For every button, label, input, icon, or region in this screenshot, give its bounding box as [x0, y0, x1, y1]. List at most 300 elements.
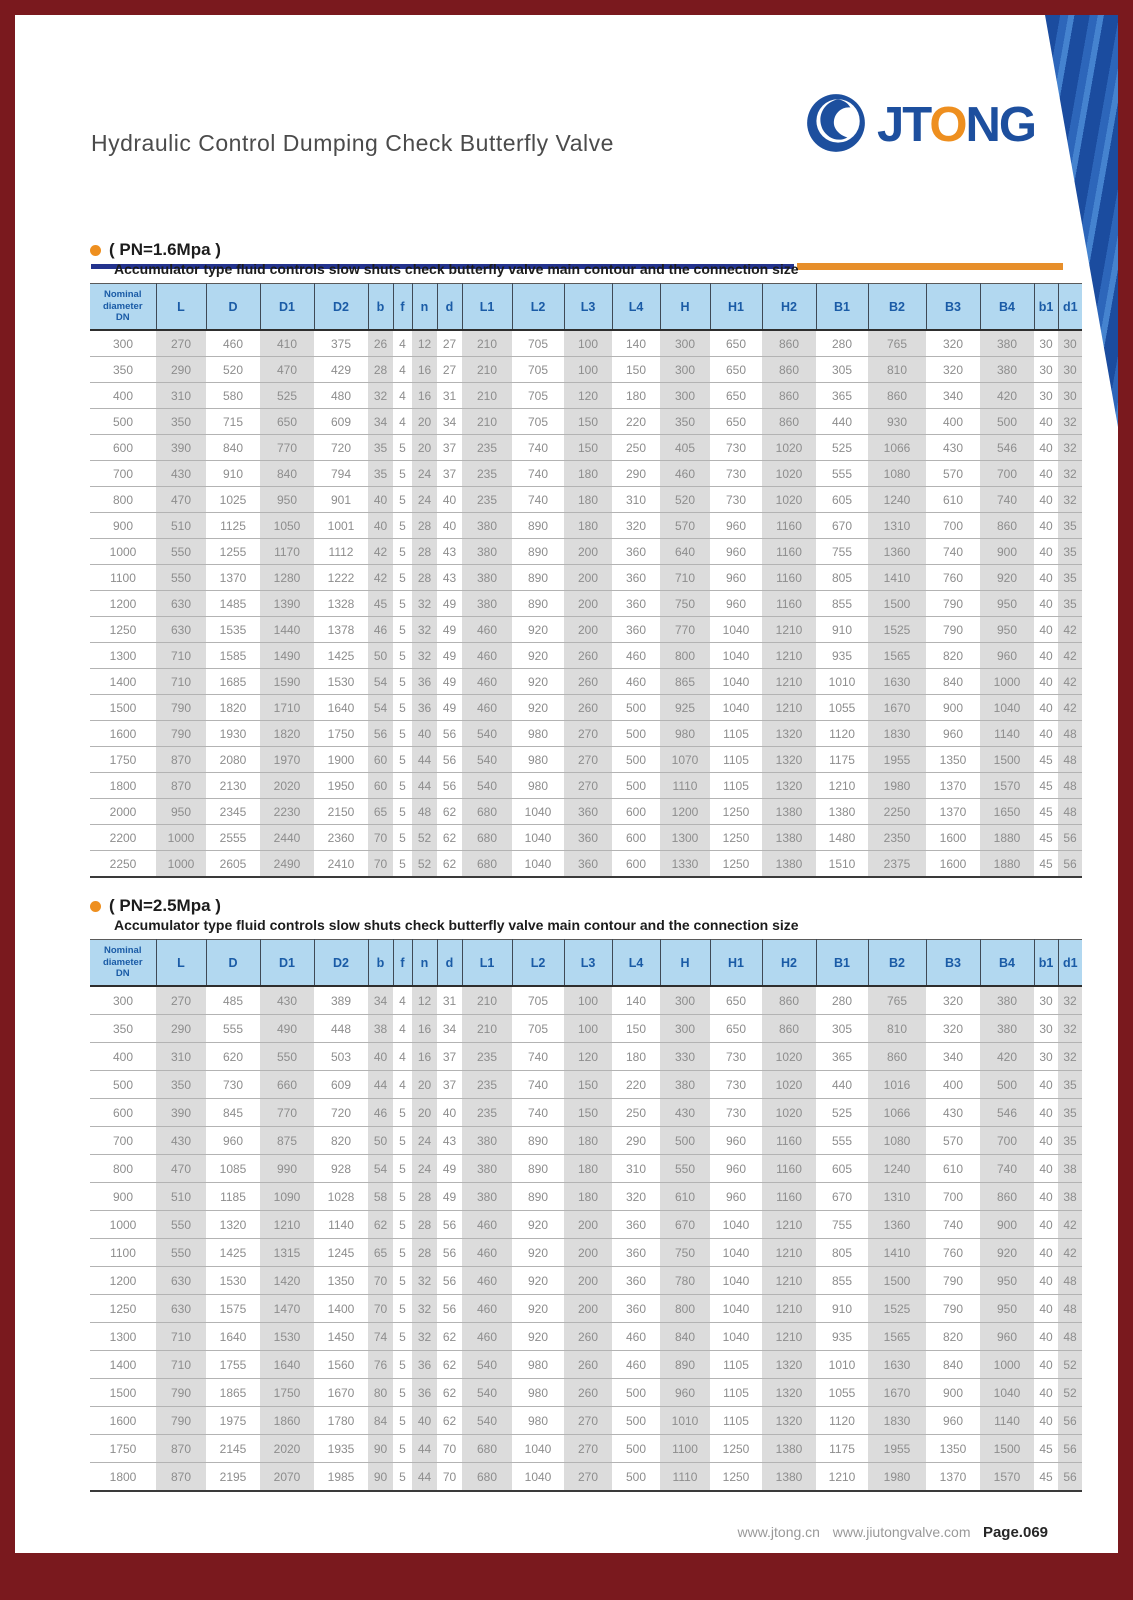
table-cell: 30 — [1034, 383, 1058, 409]
table-cell: 1955 — [868, 747, 926, 773]
table-cell: 45 — [1034, 747, 1058, 773]
table-cell: 900 — [90, 513, 156, 539]
table-cell: 200 — [564, 1267, 612, 1295]
table-cell: 305 — [816, 357, 868, 383]
table-cell: 920 — [512, 1267, 564, 1295]
table-cell: 35 — [1058, 1099, 1082, 1127]
table-row — [90, 643, 1082, 669]
table-cell: 56 — [437, 747, 462, 773]
table-cell: 550 — [156, 1211, 206, 1239]
table-cell: 5 — [393, 1379, 412, 1407]
table-cell: 56 — [1058, 825, 1082, 851]
table-cell: 1010 — [660, 1407, 710, 1435]
table-cell: 1880 — [980, 851, 1034, 878]
table-cell: 705 — [512, 330, 564, 357]
table-cell: 49 — [437, 1155, 462, 1183]
table-cell: 1350 — [314, 1267, 368, 1295]
table-cell: 2555 — [206, 825, 260, 851]
table-cell: 56 — [437, 773, 462, 799]
table-cell: 43 — [437, 539, 462, 565]
table-cell: 38 — [368, 1015, 393, 1043]
column-header-b3: B3 — [926, 284, 980, 331]
table-cell: 350 — [90, 357, 156, 383]
table-cell: 770 — [260, 435, 314, 461]
section-subtitle: Accumulator type fluid controls slow shuts check butterfly valve main contour and the connection size — [114, 261, 799, 277]
table-row — [90, 1043, 1082, 1071]
table-cell: 58 — [368, 1183, 393, 1211]
table-cell: 40 — [1034, 565, 1058, 591]
table-cell: 1040 — [512, 851, 564, 878]
table-cell: 40 — [1034, 461, 1058, 487]
table-cell: 1280 — [260, 565, 314, 591]
table-cell: 1105 — [710, 773, 762, 799]
table-cell: 1105 — [710, 1379, 762, 1407]
table-cell: 1328 — [314, 591, 368, 617]
table-cell: 550 — [660, 1155, 710, 1183]
table-cell: 260 — [564, 669, 612, 695]
table-cell: 820 — [926, 643, 980, 669]
table-cell: 460 — [462, 1295, 512, 1323]
table-cell: 1140 — [314, 1211, 368, 1239]
table-cell: 960 — [660, 1379, 710, 1407]
table-cell: 1670 — [868, 695, 926, 721]
table-cell: 1210 — [762, 695, 816, 721]
section-heading — [90, 896, 1048, 916]
table-cell: 1140 — [980, 721, 1034, 747]
table-cell: 32 — [1058, 1015, 1082, 1043]
table-cell: 380 — [980, 986, 1034, 1015]
table-cell: 960 — [710, 1155, 762, 1183]
table-cell: 650 — [260, 409, 314, 435]
table-cell: 1000 — [156, 851, 206, 878]
table-cell: 870 — [156, 747, 206, 773]
table-cell: 380 — [462, 591, 512, 617]
table-cell: 1750 — [260, 1379, 314, 1407]
table-cell: 36 — [412, 1351, 437, 1379]
table-cell: 40 — [1034, 1127, 1058, 1155]
table-cell: 1140 — [980, 1407, 1034, 1435]
table-cell: 32 — [412, 1267, 437, 1295]
table-cell: 1585 — [206, 643, 260, 669]
table-cell: 1040 — [512, 825, 564, 851]
table-cell: 48 — [1058, 721, 1082, 747]
table-cell: 38 — [1058, 1155, 1082, 1183]
table-cell: 650 — [710, 986, 762, 1015]
table-cell: 270 — [564, 1463, 612, 1492]
table-cell: 300 — [660, 1015, 710, 1043]
table-cell: 250 — [612, 435, 660, 461]
table-cell: 380 — [980, 357, 1034, 383]
table-cell: 920 — [512, 617, 564, 643]
table-cell: 700 — [90, 461, 156, 487]
table-cell: 310 — [612, 1155, 660, 1183]
table-cell: 705 — [512, 1015, 564, 1043]
table-cell: 790 — [156, 1407, 206, 1435]
table-row — [90, 1183, 1082, 1211]
table-cell: 920 — [980, 565, 1034, 591]
column-header-nominal-diameter-dn: Nominal diameter DN — [90, 284, 156, 331]
table-cell: 1600 — [90, 1407, 156, 1435]
table-cell: 1320 — [762, 721, 816, 747]
table-row — [90, 513, 1082, 539]
logo-text: JTONG — [877, 98, 1035, 152]
table-cell: 4 — [393, 1043, 412, 1071]
table-cell: 1530 — [206, 1267, 260, 1295]
table-cell: 1370 — [926, 773, 980, 799]
table-cell: 460 — [462, 643, 512, 669]
table-cell: 4 — [393, 357, 412, 383]
table-cell: 5 — [393, 1155, 412, 1183]
table-cell: 980 — [512, 721, 564, 747]
table-cell: 4 — [393, 383, 412, 409]
table-cell: 380 — [462, 539, 512, 565]
table-cell: 37 — [437, 461, 462, 487]
table-cell: 180 — [564, 461, 612, 487]
table-cell: 40 — [1034, 1323, 1058, 1351]
table-cell: 1900 — [314, 747, 368, 773]
table-cell: 52 — [412, 851, 437, 878]
table-cell: 680 — [462, 1463, 512, 1492]
table-cell: 56 — [1058, 851, 1082, 878]
table-cell: 30 — [1034, 986, 1058, 1015]
table-cell: 200 — [564, 1295, 612, 1323]
table-cell: 48 — [1058, 1295, 1082, 1323]
table-cell: 5 — [393, 1211, 412, 1239]
table-cell: 40 — [412, 1407, 437, 1435]
table-cell: 460 — [462, 1239, 512, 1267]
table-cell: 765 — [868, 986, 926, 1015]
table-cell: 235 — [462, 1071, 512, 1099]
table-cell: 1066 — [868, 435, 926, 461]
table-cell: 1750 — [90, 747, 156, 773]
table-cell: 980 — [512, 1407, 564, 1435]
table-cell: 5 — [393, 487, 412, 513]
column-header-b1: b1 — [1034, 284, 1058, 331]
table-cell: 1390 — [260, 591, 314, 617]
table-cell: 28 — [412, 513, 437, 539]
table-cell: 34 — [437, 409, 462, 435]
table-cell: 28 — [412, 1239, 437, 1267]
table-cell: 34 — [368, 409, 393, 435]
table-cell: 490 — [260, 1015, 314, 1043]
table-cell: 45 — [1034, 1435, 1058, 1463]
table-cell: 500 — [90, 1071, 156, 1099]
table-row — [90, 799, 1082, 825]
table-cell: 790 — [926, 591, 980, 617]
brand-logo — [803, 90, 1035, 161]
table-cell: 48 — [412, 799, 437, 825]
column-header-h: H — [660, 940, 710, 987]
table-cell: 1040 — [980, 1379, 1034, 1407]
column-header-l1: L1 — [462, 940, 512, 987]
table-cell: 1670 — [868, 1379, 926, 1407]
table-cell: 790 — [156, 695, 206, 721]
table-cell: 360 — [612, 1211, 660, 1239]
website-url-2: www.jiutongvalve.com — [832, 1524, 971, 1540]
table-cell: 1350 — [926, 1435, 980, 1463]
table-cell: 1040 — [710, 1323, 762, 1351]
table-cell: 1112 — [314, 539, 368, 565]
table-cell: 500 — [90, 409, 156, 435]
table-cell: 330 — [660, 1043, 710, 1071]
table-cell: 510 — [156, 1183, 206, 1211]
table-row — [90, 617, 1082, 643]
table-cell: 650 — [710, 409, 762, 435]
table-cell: 54 — [368, 1155, 393, 1183]
table-cell: 500 — [612, 1379, 660, 1407]
table-cell: 389 — [314, 986, 368, 1015]
table-cell: 5 — [393, 1183, 412, 1211]
table-cell: 270 — [156, 330, 206, 357]
table-cell: 100 — [564, 1015, 612, 1043]
table-cell: 375 — [314, 330, 368, 357]
table-cell: 740 — [512, 487, 564, 513]
table-cell: 100 — [564, 986, 612, 1015]
table-cell: 5 — [393, 851, 412, 878]
table-cell: 1930 — [206, 721, 260, 747]
table-row — [90, 1379, 1082, 1407]
table-cell: 1630 — [868, 1351, 926, 1379]
table-cell: 2250 — [868, 799, 926, 825]
column-header-l2: L2 — [512, 284, 564, 331]
table-cell: 1600 — [926, 825, 980, 851]
table-cell: 1040 — [710, 1211, 762, 1239]
table-cell: 31 — [437, 383, 462, 409]
table-cell: 910 — [816, 617, 868, 643]
table-cell: 43 — [437, 1127, 462, 1155]
table-cell: 30 — [1058, 357, 1082, 383]
table-cell: 1865 — [206, 1379, 260, 1407]
section-pn25 — [90, 896, 1078, 1492]
table-cell: 280 — [816, 986, 868, 1015]
table-cell: 670 — [816, 1183, 868, 1211]
table-cell: 210 — [462, 330, 512, 357]
table-cell: 180 — [564, 1127, 612, 1155]
table-cell: 800 — [660, 1295, 710, 1323]
table-cell: 1530 — [314, 669, 368, 695]
table-cell: 400 — [90, 383, 156, 409]
table-cell: 380 — [462, 513, 512, 539]
table-cell: 5 — [393, 747, 412, 773]
table-cell: 1300 — [660, 825, 710, 851]
table-cell: 32 — [412, 643, 437, 669]
table-row — [90, 357, 1082, 383]
table-cell: 20 — [412, 1071, 437, 1099]
table-cell: 555 — [816, 461, 868, 487]
table-cell: 1800 — [90, 773, 156, 799]
table-cell: 1410 — [868, 1239, 926, 1267]
table-cell: 1370 — [926, 1463, 980, 1492]
table-cell: 730 — [206, 1071, 260, 1099]
table-cell: 1110 — [660, 773, 710, 799]
column-header-d1: D1 — [260, 284, 314, 331]
table-cell: 49 — [437, 1183, 462, 1211]
table-cell: 1040 — [710, 617, 762, 643]
table-cell: 24 — [412, 1127, 437, 1155]
table-cell: 200 — [564, 539, 612, 565]
table-cell: 715 — [206, 409, 260, 435]
table-cell: 60 — [368, 773, 393, 799]
table-cell: 1880 — [980, 825, 1034, 851]
table-cell: 49 — [437, 669, 462, 695]
table-cell: 960 — [710, 539, 762, 565]
table-cell: 430 — [156, 1127, 206, 1155]
table-cell: 40 — [368, 1043, 393, 1071]
table-cell: 1000 — [980, 669, 1034, 695]
table-cell: 40 — [1034, 1211, 1058, 1239]
table-cell: 1105 — [710, 721, 762, 747]
table-cell: 36 — [412, 1379, 437, 1407]
table-cell: 42 — [1058, 617, 1082, 643]
table-cell: 28 — [412, 1183, 437, 1211]
table-cell: 730 — [710, 1043, 762, 1071]
table-cell: 890 — [512, 591, 564, 617]
table-cell: 310 — [612, 487, 660, 513]
table-cell: 50 — [368, 643, 393, 669]
table-cell: 950 — [156, 799, 206, 825]
table-cell: 1160 — [762, 1127, 816, 1155]
table-cell: 42 — [1058, 669, 1082, 695]
table-cell: 1000 — [90, 1211, 156, 1239]
table-cell: 1570 — [980, 773, 1034, 799]
table-cell: 28 — [412, 539, 437, 565]
table-cell: 630 — [156, 617, 206, 643]
table-cell: 65 — [368, 1239, 393, 1267]
table-cell: 960 — [710, 1183, 762, 1211]
table-cell: 470 — [260, 357, 314, 383]
table-cell: 28 — [412, 565, 437, 591]
table-cell: 32 — [412, 591, 437, 617]
table-cell: 800 — [90, 1155, 156, 1183]
table-cell: 610 — [660, 1183, 710, 1211]
table-cell: 1185 — [206, 1183, 260, 1211]
page-border-left — [0, 0, 15, 1600]
logo-accent-letter: O — [929, 98, 966, 152]
table-cell: 2150 — [314, 799, 368, 825]
table-cell: 840 — [206, 435, 260, 461]
table-cell: 500 — [612, 773, 660, 799]
table-cell: 5 — [393, 1435, 412, 1463]
table-cell: 890 — [512, 565, 564, 591]
table-cell: 500 — [612, 1407, 660, 1435]
table-cell: 925 — [660, 695, 710, 721]
table-cell: 150 — [564, 435, 612, 461]
table-cell: 460 — [660, 461, 710, 487]
table-cell: 40 — [1034, 487, 1058, 513]
table-cell: 35 — [368, 461, 393, 487]
pressure-rating-label: ( PN=1.6Mpa ) — [109, 240, 221, 259]
table-cell: 525 — [816, 1099, 868, 1127]
table-cell: 600 — [90, 1099, 156, 1127]
table-cell: 790 — [926, 1295, 980, 1323]
table-cell: 300 — [660, 357, 710, 383]
table-cell: 48 — [1058, 1323, 1082, 1351]
table-cell: 4 — [393, 330, 412, 357]
column-header-l4: L4 — [612, 284, 660, 331]
table-cell: 1380 — [762, 1435, 816, 1463]
table-cell: 40 — [1034, 617, 1058, 643]
table-cell: 31 — [437, 986, 462, 1015]
table-cell: 845 — [206, 1099, 260, 1127]
table-cell: 920 — [512, 669, 564, 695]
column-header-h: H — [660, 284, 710, 331]
table-cell: 875 — [260, 1127, 314, 1155]
table-cell: 1380 — [816, 799, 868, 825]
table-cell: 1440 — [260, 617, 314, 643]
table-cell: 810 — [868, 1015, 926, 1043]
column-header-l: L — [156, 940, 206, 987]
table-cell: 40 — [1034, 669, 1058, 695]
table-cell: 5 — [393, 1267, 412, 1295]
table-cell: 40 — [1034, 409, 1058, 435]
column-header-l3: L3 — [564, 940, 612, 987]
table-cell: 1560 — [314, 1351, 368, 1379]
table-cell: 54 — [368, 669, 393, 695]
table-cell: 4 — [393, 1071, 412, 1099]
table-cell: 920 — [512, 1295, 564, 1323]
table-cell: 40 — [1034, 435, 1058, 461]
table-cell: 35 — [1058, 1071, 1082, 1099]
table-cell: 32 — [1058, 409, 1082, 435]
table-cell: 740 — [926, 1211, 980, 1239]
table-cell: 2350 — [868, 825, 926, 851]
column-header-d: D — [206, 284, 260, 331]
table-cell: 150 — [564, 1099, 612, 1127]
table-row — [90, 565, 1082, 591]
table-cell: 1040 — [710, 1267, 762, 1295]
table-cell: 740 — [512, 1043, 564, 1071]
table-cell: 546 — [980, 1099, 1034, 1127]
table-cell: 790 — [926, 617, 980, 643]
table-cell: 1570 — [980, 1463, 1034, 1492]
table-cell: 1500 — [868, 1267, 926, 1295]
table-cell: 5 — [393, 513, 412, 539]
table-cell: 220 — [612, 409, 660, 435]
table-cell: 890 — [512, 1127, 564, 1155]
table-cell: 770 — [660, 617, 710, 643]
table-cell: 350 — [90, 1015, 156, 1043]
page-border-bottom — [0, 1553, 1133, 1600]
table-cell: 430 — [660, 1099, 710, 1127]
table-cell: 1210 — [762, 1295, 816, 1323]
table-cell: 860 — [868, 383, 926, 409]
table-cell: 705 — [512, 409, 564, 435]
table-cell: 680 — [462, 1435, 512, 1463]
table-cell: 35 — [1058, 565, 1082, 591]
table-cell: 290 — [612, 1127, 660, 1155]
table-cell: 5 — [393, 1351, 412, 1379]
table-cell: 36 — [412, 669, 437, 695]
table-cell: 620 — [206, 1043, 260, 1071]
table-cell: 1320 — [762, 773, 816, 799]
table-cell: 65 — [368, 799, 393, 825]
table-cell: 1535 — [206, 617, 260, 643]
column-header-d: d — [437, 284, 462, 331]
table-cell: 950 — [260, 487, 314, 513]
table-cell: 35 — [1058, 591, 1082, 617]
table-cell: 790 — [156, 721, 206, 747]
table-cell: 740 — [512, 461, 564, 487]
section-heading — [90, 240, 1048, 260]
table-cell: 1020 — [762, 1043, 816, 1071]
table-cell: 1640 — [206, 1323, 260, 1351]
table-row — [90, 1323, 1082, 1351]
table-cell: 62 — [437, 851, 462, 878]
table-row — [90, 851, 1082, 878]
table-cell: 350 — [156, 409, 206, 435]
table-cell: 1350 — [926, 747, 980, 773]
table-cell: 500 — [980, 1071, 1034, 1099]
